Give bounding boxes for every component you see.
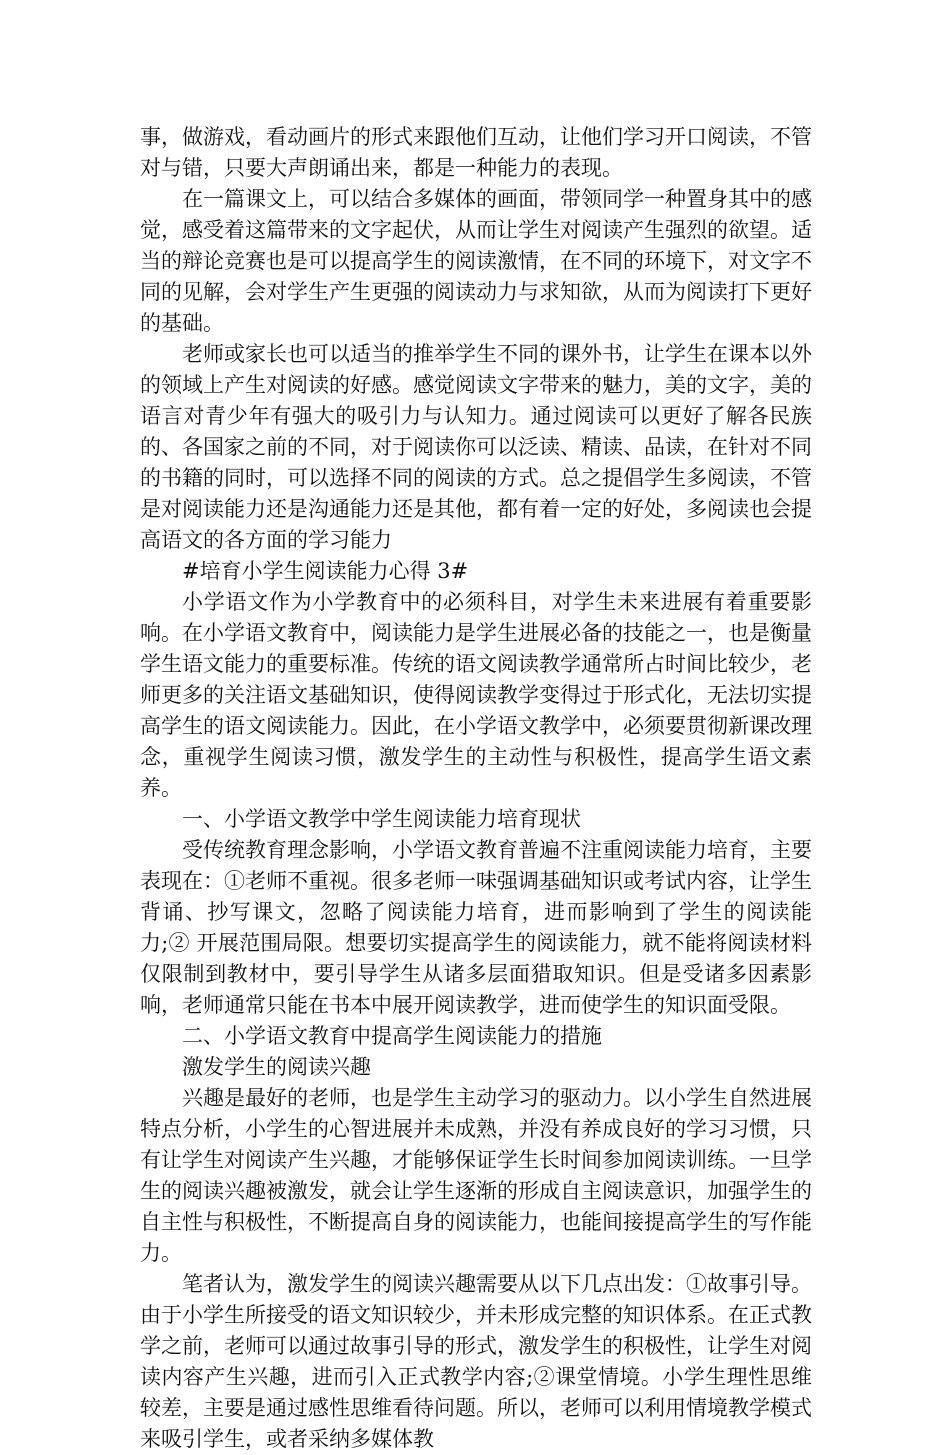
paragraph: 受传统教育理念影响，小学语文教育普遍不注重阅读能力培育，主要表现在：①老师不重视。很多老师一味强调基础知识或考试内容，让学生背诵、抄写课文，忽略了阅读能力培育，进而影响到了学生的阅读能力;② 开展范围局限。想要切实提高学生的阅读能力，就不能将阅读材料仅限制到教材中，要引导学生从诸多层面猎取知识。但是受诸多因素影响，老师通常只能在书本中展开阅读教学，进而使学生的知识面受限。 <box>140 838 812 1017</box>
paragraph: 笔者认为，激发学生的阅读兴趣需要从以下几点出发：①故事引导。由于小学生所接受的语文知识较少，并未形成完整的知识体系。在正式教学之前，老师可以通过故事引导的形式，激发学生的积极性，让学生对阅读内容产生兴趣，进而引入正式教学内容;②课堂情境。小学生理性思维较差，主要是通过感性思维看待问题。所以，老师可以利用情境教学模式来吸引学生，或者采纳多媒体教 <box>140 1272 812 1451</box>
paragraph: 激发学生的阅读兴趣 <box>182 1055 371 1079</box>
document-body <box>140 122 812 1455</box>
paragraph: 老师或家长也可以适当的推举学生不同的课外书，让学生在课本以外的领域上产生对阅读的好感。感觉阅读文字带来的魅力，美的文字，美的语言对青少年有强大的吸引力与认知力。通过阅读可以更好了解各民族的、各国家之前的不同，对于阅读你可以泛读、精读、品读，在针对不同的书籍的同时，可以选择不同的阅读的方式。总之提倡学生多阅读，不管是对阅读能力还是沟通能力还是其他，都有着一定的好处，多阅读也会提高语文的各方面的学习能力 <box>140 342 812 552</box>
paragraph: 事，做游戏，看动画片的形式来跟他们互动，让他们学习开口阅读，不管对与错，只要大声朗诵出来，都是一种能力的表现。 <box>140 125 812 180</box>
paragraph: 小学语文作为小学教育中的必须科目，对学生未来进展有着重要影响。在小学语文教育中，阅读能力是学生进展必备的技能之一，也是衡量学生语文能力的重要标准。传统的语文阅读教学通常所占时间比较少，老师更多的关注语文基础知识，使得阅读教学变得过于形式化，无法切实提高学生的语文阅读能力。因此，在小学语文教学中，必须要贯彻新课改理念，重视学生阅读习惯，激发学生的主动性与积极性，提高学生语文素养。 <box>140 590 812 800</box>
paragraph: 在一篇课文上，可以结合多媒体的画面，带领同学一种置身其中的感觉，感受着这篇带来的文字起伏，从而让学生对阅读产生强烈的欲望。适当的辩论竞赛也是可以提高学生的阅读激情，在不同的环境下，对文字不同的见解，会对学生产生更强的阅读动力与求知欲，从而为阅读打下更好的基础。 <box>140 187 812 335</box>
paragraph: #培育小学生阅读能力心得 3# <box>182 559 469 583</box>
paragraph: 兴趣是最好的老师，也是学生主动学习的驱动力。以小学生自然进展特点分析，小学生的心智进展并未成熟，并没有养成良好的学习习惯，只有让学生对阅读产生兴趣，才能够保证学生长时间参加阅读训练。一旦学生的阅读兴趣被激发，就会让学生逐渐的形成自主阅读意识，加强学生的自主性与积极性，不断提高自身的阅读能力，也能间接提高学生的写作能力。 <box>140 1086 812 1265</box>
paragraph: 一、小学语文教学中学生阅读能力培育现状 <box>182 807 581 831</box>
paragraph: 二、小学语文教育中提高学生阅读能力的措施 <box>182 1024 602 1048</box>
